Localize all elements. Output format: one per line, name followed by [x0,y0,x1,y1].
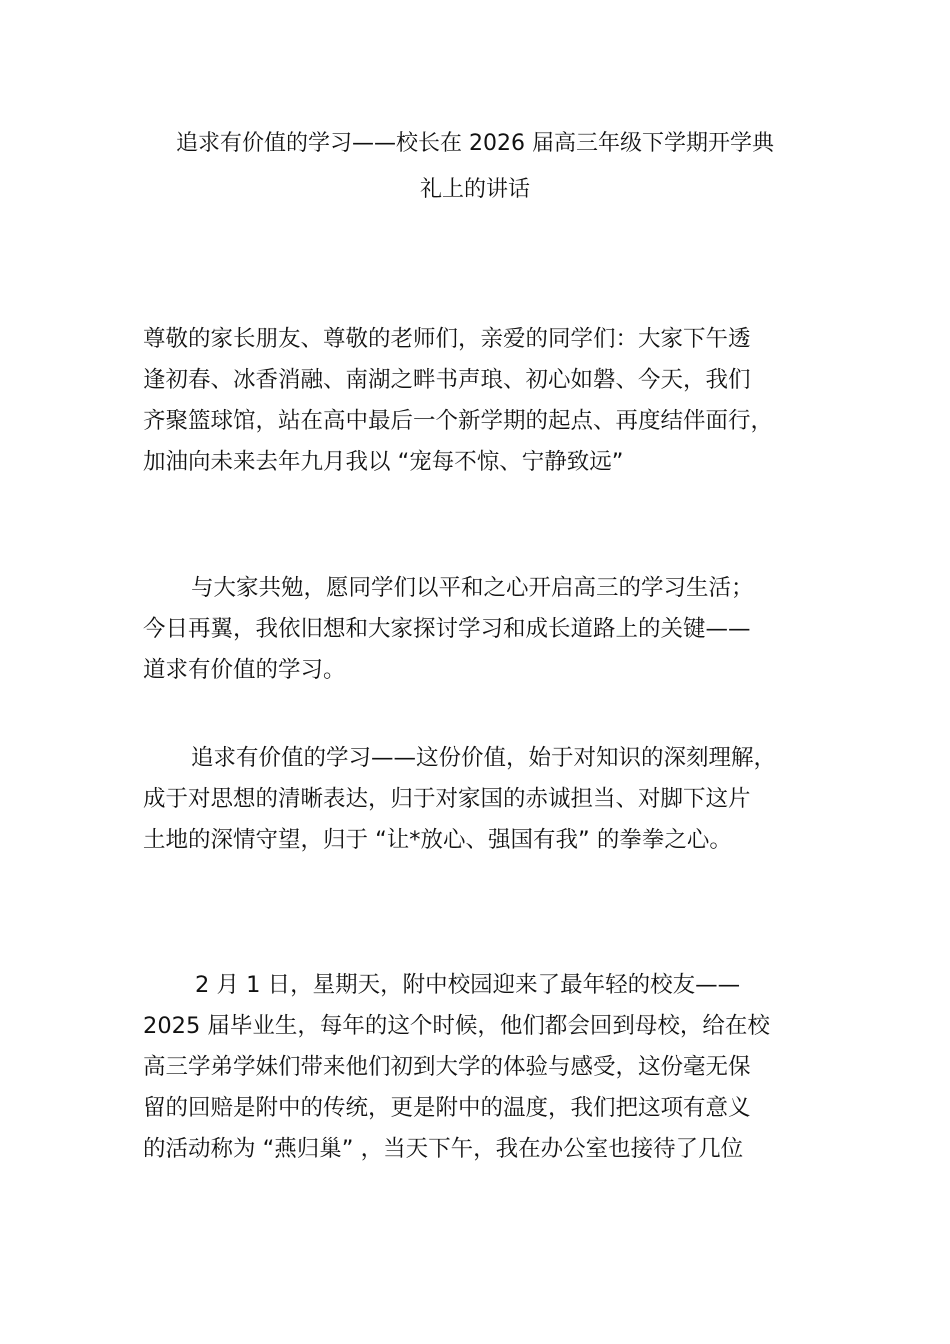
paragraph-line: 道求有价值的学习。 [143,657,346,683]
paragraph-line: 2 月 1 日，星期天，附中校园迎来了最年轻的校友—— [195,972,741,998]
paragraph-line: 高三学弟学妹们带来他们初到大学的体验与感受，这份毫无保 [143,1054,751,1080]
paragraph-line: 的活动称为 “燕归巢” ，当天下午，我在办公室也接待了几位 [143,1136,744,1162]
paragraph-1 [143,319,833,483]
paragraph-line: 逢初春、冰香消融、南湖之畔书声琅、初心如磐、今天，我们 [143,367,751,393]
paragraph-4 [143,965,833,1170]
paragraph-line: 成于对思想的清晰表达，归于对家国的赤诚担当、对脚下这片 [143,786,751,812]
paragraph-3 [143,738,833,861]
document-title [120,121,830,213]
paragraph-line: 追求有价值的学习——这份价值，始于对知识的深刻理解， [191,745,777,771]
paragraph-line: 加油向未来去年九月我以 “宠每不惊、宁静致远” [143,449,624,475]
paragraph-line: 与大家共勉，愿同学们以平和之心开启高三的学习生活； [191,575,754,601]
paragraph-line: 2025 届毕业生，每年的这个时候，他们都会回到母校，给在校 [143,1013,770,1039]
paragraph-2 [143,568,833,691]
title-line-2: 礼上的讲话 [419,177,530,202]
title-line-1: 追求有价值的学习——校长在 2026 届高三年级下学期开学典 [176,131,774,156]
paragraph-line: 今日再翼，我依旧想和大家探讨学习和成长道路上的关键—— [143,616,751,642]
paragraph-line: 土地的深情守望，归于 “让*放心、强国有我” 的拳拳之心。 [143,827,732,853]
paragraph-line: 尊敬的家长朋友、尊敬的老师们，亲爱的同学们：大家下午透 [143,326,751,352]
paragraph-line: 齐聚篮球馆，站在高中最后一个新学期的起点、再度结伴面行， [143,408,774,434]
paragraph-line: 留的回赔是附中的传统，更是附中的温度，我们把这项有意义 [143,1095,751,1121]
